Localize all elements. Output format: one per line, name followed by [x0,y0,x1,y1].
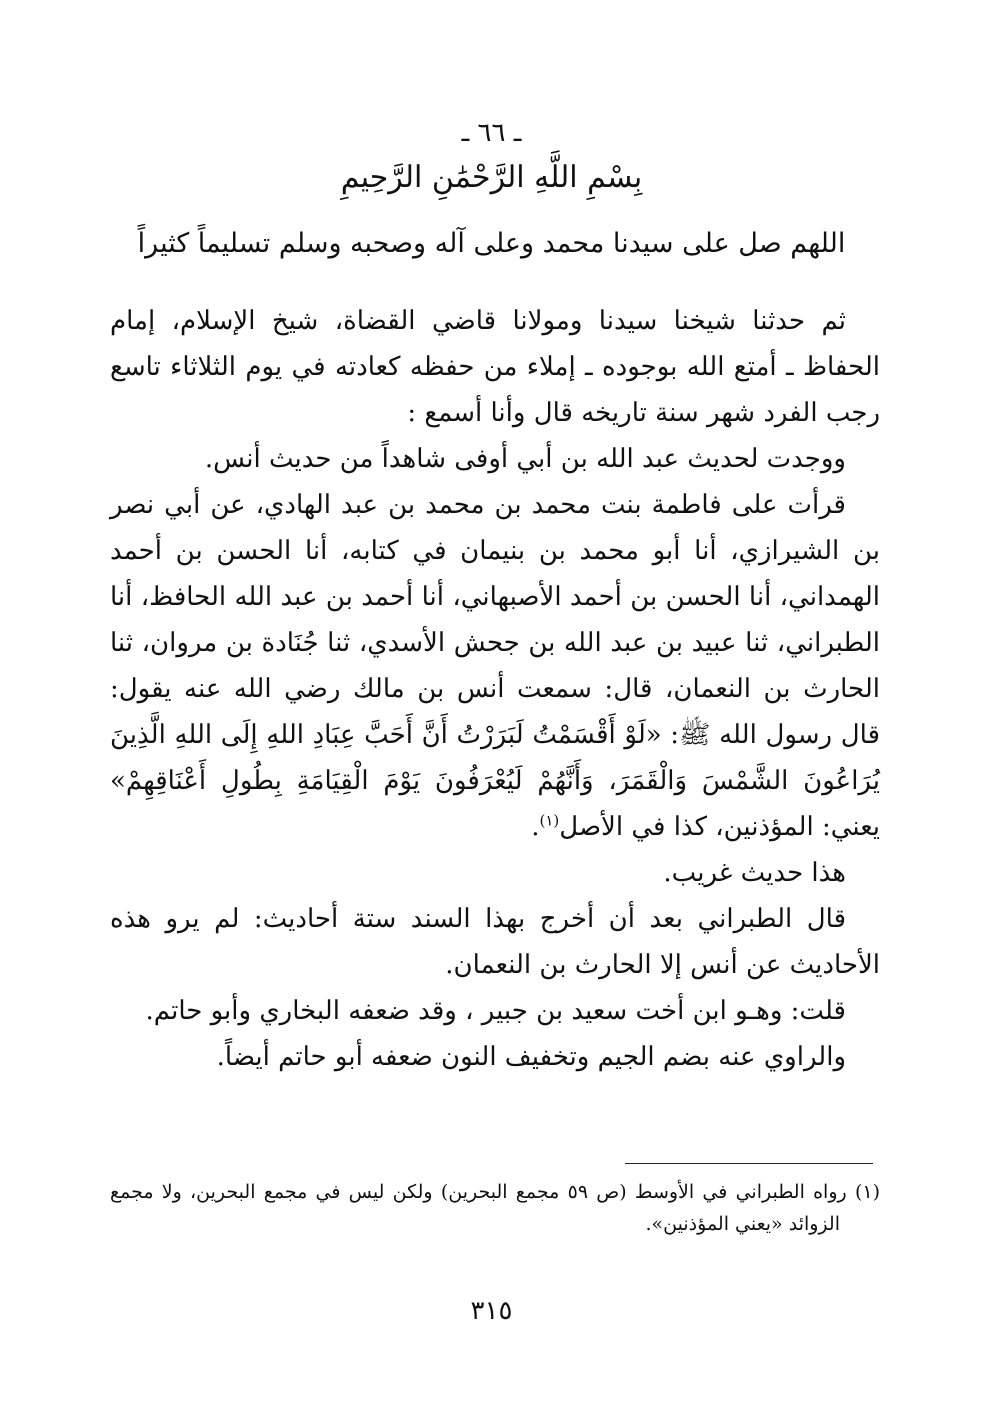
footnote-separator [625,1163,873,1164]
footnote-text: رواه الطبراني في الأوسط (ص ٥٩ مجمع البحرين) ولكن ليس في مجمع البحرين، ولا مجمع الزوائد «يعني المؤذنين». [110,1181,847,1235]
salawat-line: اللهم صل على سيدنا محمد وعلى آله وصحبه وسلم تسليماً كثيراً [137,228,846,259]
paragraph-with-footnote [110,482,880,850]
paragraph: قلت: وهـو ابن أخت سعيد بن جبير ، وقد ضعفه البخاري وأبو حاتم. [145,996,846,1026]
paragraph-text: قرأت على فاطمة بنت محمد بن محمد بن عبد الهادي، عن أبي نصر بن الشيرازي، أنا أبو محمد بن بنيمان في كتابه، أنا الحسن بن أحمد الهمداني، أنا الحسن بن أحمد الأصبهاني، أنا أحمد بن عبد الله الحافظ، أنا الطبراني، ثنا عبيد بن عبد الله بن جحش الأسدي، ثنا جُنَادة بن مروان، ثنا الحارث بن النعمان، قال: سمعت أنس بن مالك رضي الله عنه يقول: قال رسول الله ﷺ: «لَوْ أَقْسَمْتُ لَبَرَرْتُ أَنَّ أَحَبَّ عِبَادِ اللهِ إِلَى اللهِ الَّذِينَ يُرَاعُونَ الشَّمْسَ وَالْقَمَرَ، وَأَنَّهُمْ لَيُعْرَفُونَ يَوْمَ الْقِيَامَةِ بِطُولِ أَعْنَاقِهِمْ» يعني: المؤذنين، كذا في الأصل [110,490,880,842]
footnote [110,1176,880,1240]
paragraph: ثم حدثنا شيخنا سيدنا ومولانا قاضي القضاة، شيخ الإسلام، إمام الحفاظ ـ أمتع الله بوجوده ـ إملاء من حفظه كعادته في يوم الثلاثاء تاسع رجب الفرد شهر سنة تاريخه قال وأنا أسمع : [110,306,880,428]
paragraph: هذا حديث غريب. [663,858,846,888]
paragraph: والراوي عنه بضم الجيم وتخفيف النون ضعفه أبو حاتم أيضاً. [216,1042,846,1072]
page-footer-number: ٣١٥ [470,1296,513,1326]
footnote-reference: (١) [539,811,560,830]
paragraph-end: . [531,812,540,842]
footnote-entry [110,1176,880,1240]
basmala: بِسْمِ اللَّهِ الرَّحْمَٰنِ الرَّحِيمِ [340,160,643,195]
footnote-marker: (١) [854,1181,880,1203]
main-text [110,298,880,1080]
paragraph: ووجدت لحديث عبد الله بن أبي أوفى شاهداً من حديث أنس. [204,444,846,474]
paragraph: قال الطبراني بعد أن أخرج بهذا السند ستة أحاديث: لم يرو هذه الأحاديث عن أنس إلا الحارث بن النعمان. [110,904,880,980]
page-header-number: ـ ٦٦ ـ [461,118,522,148]
